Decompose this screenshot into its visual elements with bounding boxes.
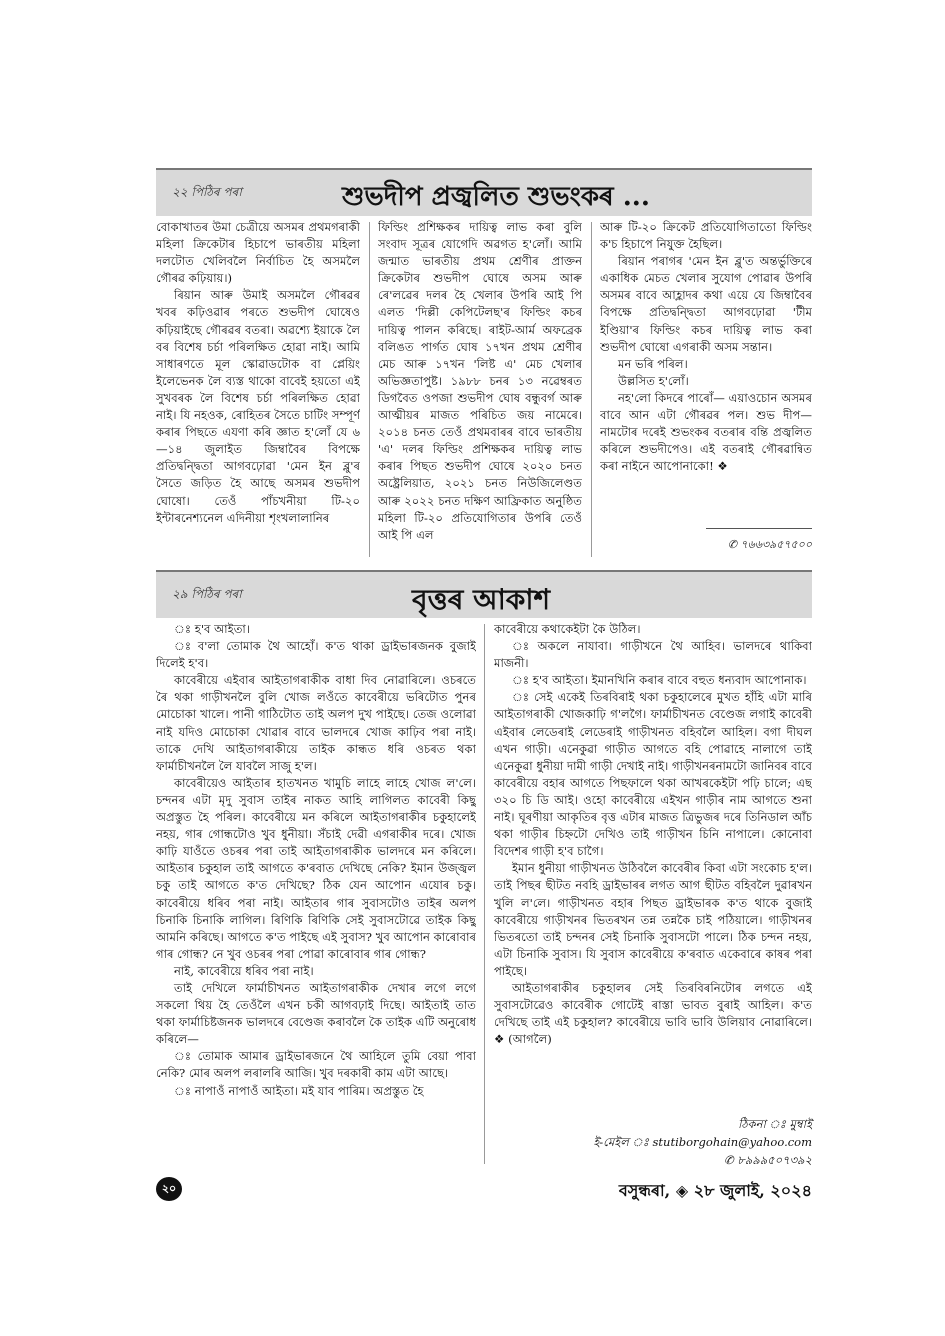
paragraph: নাই, কাবেৰীয়ে ধৰিব পৰা নাই। [174,963,314,978]
paragraph: ফিল্ডিং প্ৰশিক্ষকৰ দায়িত্ব লাভ কৰা বুলি সংবাদ সূত্ৰৰ যোগেদি অৱগত হ'লোঁ। আমি জন্মাত ভাৰতীয় প্ৰথম শ্ৰেণীৰ প্ৰাক্তন ক্ৰিকেটাৰ শুভদীপ ঘোষে অসম আৰু ৰে'লৱেৰ দলৰ হৈ খেলাৰ উপৰি আই পি এলত 'দিল্লী কেপিটেলছ'ৰ ফিল্ডিং কচৰ দায়িত্ব পালন কৰিছে। ৰাইট-আৰ্ম অফব্ৰেক বলিঙত পাৰ্গত ঘোষ ১৭খন প্ৰথম শ্ৰেণীৰ মেচ আৰু ১৭খন 'লিষ্ট এ' মেচ খেলাৰ অভিজ্ঞতাপুষ্ট। ১৯৮৮ চনৰ ১৩ নৱেম্বৰত ডিগবৈত ওপজা শুভদীপ ঘোষ বন্ধুবৰ্গ আৰু আত্মীয়ৰ মাজত পৰিচিত জয় নামেৰে। ২০১৪ চনত তেওঁ প্ৰথমবাৰৰ বাবে ভাৰতীয় 'এ' দলৰ ফিল্ডিং প্ৰশিক্ষকৰ দায়িত্ব লাভ কৰাৰ পিছত শুভদীপ ঘোষে ২০২০ চনত অষ্ট্ৰেলিয়াত, ২০২১ চনত নিউজিলেণ্ডত আৰু ২০২২ চনত দক্ষিণ আফ্ৰিকাত অনুষ্ঠিত মহিলা টি-২০ প্ৰতিযোগিতাৰ উপৰি তেওঁ আই পি এল [378,220,582,542]
article-1-header-bar [156,168,812,216]
column-divider [591,222,592,557]
column-divider [484,624,485,1164]
paragraph: উল্লসিত হ'লোঁ। [618,373,689,388]
paragraph: তাই দেখিলে ফাৰ্মাচীখনত আইতাগৰাকীক দেখাৰ লগে লগে সকলো থিয় হৈ তেওঁলৈ এখন চকী আগবঢ়াই দিছে। আইতাই তাত থকা ফাৰ্মাচিষ্টজনক ভালদৰে বেণ্ডেজ কৰাবলৈ কৈ তাইক এটি অনুৰোধ কৰিলে— [156,980,476,1047]
paragraph: কাবেৰীয়ে এইবাৰ আইতাগৰাকীক বাধা দিব নোৱাৰিলে। ওচৰতে ৰৈ থকা গাড়ীখনলৈ বুলি খোজ লওঁতে কাবেৰীয়ে ভৰিটোত পুনৰ মোচোকা খালে। পানী গাঠিটোত তাই অলপ দুখ পাইছে। তেজ ওলোৱা নাই যদিও মোচোকা খোৱাৰ বাবে ভালদৰে খোজ কাঢ়িব পৰা নাই। তাকে দেখি আইতাগৰাকীয়ে তাইক কান্ধত ধৰি ওচৰত থকা ফাৰ্মাচীখনলৈ লৈ যাবলৈ সাজু হ'ল। [156,673,476,773]
publication-date-line: বসুন্ধৰা, ◈ ২৮ জুলাই, ২০২৪ [618,1181,812,1200]
signature-rule [706,528,812,529]
column-divider [369,222,370,557]
paragraph: ঃ নাপাওঁ নাপাওঁ আইতা। মই যাব পাৰিম। অপ্ৰস্তুত হৈ [174,1083,424,1098]
paragraph: মন ভৰি পৰিল। [618,356,688,371]
author-email: ই-মেইল ঃ stutiborgohain@yahoo.com [593,1135,812,1149]
paragraph: ইমান ধুনীয়া গাড়ীখনত উঠিবলৈ কাবেৰীৰ কিবা এটা সংকোচ হ'ল। তাই পিছৰ ছীটত নবহি ড্ৰাইভাৰৰ লগত আগ ছীটত বহিবলৈ দুৱাৰখন খুলি ল'লে। গাড়ীখনত বহাৰ পিছত ড্ৰাইভাৰক ক'ত থাকে বুজাই কাবেৰীয়ে গাড়ীখনৰ ভিতৰখন তন্ন তন্নকৈ চাই পঠিয়ালে। গাড়ীখনৰ ভিতৰতো তাই চন্দনৰ সেই চিনাকি সুবাসটো পালে। ঠিক চন্দন নহয়, এটা চিনাকি সুবাস। যি সুবাস কাবেৰীয়ে ক'ৰবাত একেবাৰে কাষৰ পৰা পাইছে। [494,861,812,978]
article-2-column-1 [156,621,476,1167]
paragraph: ৰিয়ান আৰু উমাই অসমলৈ গৌৰৱৰ খবৰ কঢ়িওৱাৰ পৰতে শুভদীপ ঘোষেও কঢ়িয়াইছে গৌৰৱৰ বতৰা। অৱশ্যে ইয়াকে লৈ বৰ বিশেষ চৰ্চা পৰিলক্ষিত হোৱা নাই। আমি সাধাৰণতে মূল স্কোৱাডটোক বা প্লেয়িং ইলেভেনক লৈ ব্যস্ত থাকো বাবেই হয়তো এই সুখবৰক লৈ বিশেষ চৰ্চা পৰিলক্ষিত হোৱা নাই। যি নহওক, ৰোহিতৰ সৈতে চাটিং সম্পূৰ্ণ কৰাৰ পিছতে এযণা কৰি জ্ঞাত হ'লোঁ যে ৬—১৪ জুলাইত জিম্বাবৈৰ বিপক্ষে প্ৰতিদ্বন্দ্বিতা আগবঢ়োৱা 'মেন ইন ব্লু'ৰ সৈতে জড়িত হৈ আছে অসমৰ শুভদীপ ঘোষো। তেওঁ পাঁচখনীয়া টি-২০ ইন্টাৰনেশ্যনেল এদিনীয়া শৃংখলালানিৰ [156,288,360,525]
article-1-column-3 [600,219,812,524]
paragraph: ৰিয়ান পৰাগৰ 'মেন ইন ব্লু'ত অন্তৰ্ভুক্তিৰে একাধিক মেচত খেলাৰ সুযোগ পোৱাৰ উপৰি অসমৰ বাবে আহ্লাদৰ কথা এয়ে যে জিম্বাবৈৰ বিপক্ষে প্ৰতিদ্বন্দ্বিতা আগবঢ়োৱা 'টীম ইণ্ডিয়া'ৰ ফিল্ডিং কচৰ দায়িত্ব লাভ কৰা শুভদীপ ঘোষো এগৰাকী অসম সন্তান। [600,254,812,354]
paragraph: ঃ হ'ব আইতা। [174,622,250,636]
author-address: ঠিকনা ঃ মুম্বাই [738,1117,812,1131]
author-phone: ✆ ৭৬৬৩৯৫৭৫০০ [727,538,812,551]
paragraph: কাবেৰীয়েও আইতাৰ হাতখনত খামুচি লাহে লাহে খোজ ল'লে। চন্দনৰ এটা মৃদু সুবাস তাইৰ নাকত আহি লাগিলত কাবেৰী কিছু অপ্ৰস্তুত হৈ পৰিল। কাবেৰীয়ে মন কৰিলে আইতাগৰাকীৰ চকুহালেই নহয়, গাৰ গোন্ধটোও খুব ধুনীয়া। সঁচাই দেৱী এগৰাকীৰ দৰে। খোজ কাঢ়ি যাওঁতে ওচৰৰ পৰা তাই আইতাগৰাকীক ভালদৰে মন কৰিলে। আইতাৰ চকুহাল তাই আগতে ক'ৰবাত দেখিছে নেকি? ইমান উজ্জ্বল চকু তাই আগতে ক'ত দেখিছে? ঠিক যেন আপোন এযোৰ চকু। কাবেৰীয়ে ধৰিব পৰা নাই। আইতাৰ গাৰ সুবাসটোও তাইৰ অলপ চিনাকি চিনাকি লাগিল। ৰিণিকি ৰিণিকি সেই সুবাসটোৱে তাইক কিছু আমনি কৰিছে। আগতে ক'ত পাইছে এই সুবাস? খুব আপোন কাৰোবাৰ গাৰ গোন্ধ? নে খুব ওচৰৰ পৰা পোৱা কাৰোবাৰ গাৰ গোন্ধ? [156,775,476,961]
paragraph: ঃ হ'ব আইতা। ইমানখিনি কৰাৰ বাবে বহুত ধন্যবাদ আপোনাক। [512,673,807,688]
paragraph: কাবেৰীয়ে কথাকেইটা কৈ উঠিল। [494,622,641,636]
page-number: ২০ [156,1177,182,1201]
paragraph: ঃ অকলে নাযাবা। গাড়ীখনে থৈ আহিব। ভালদৰে থাকিবা মাজনী। [494,639,812,671]
article-1-column-2 [378,219,582,561]
article-1-column-1 [156,219,360,561]
paragraph: ঃ তোমাক আমাৰ ড্ৰাইভাৰজনে থৈ আহিলে তুমি বেয়া পাবা নেকি? মোৰ অলপ লৰালৰি আজি। খুব দৰকাৰী কাম এটা আছে। [156,1049,476,1081]
article-1-headline: শুভদীপ প্ৰজ্বলিত শুভংকৰ ... [342,182,650,212]
paragraph: আৰু টি-২০ ক্ৰিকেট প্ৰতিযোগিতাতো ফিল্ডিং ক'চ হিচাপে নিযুক্ত হৈছিল। [600,220,812,252]
paragraph: আইতাগৰাকীৰ চকুহালৰ সেই তিৰবিৰনিটোৰ লগতে এই সুবাসটোৱেও কাবেৰীক গোটেই ৰাস্তা ভাবত বুৰাই আহিল। ক'ত দেখিছে তাই এই চকুহাল? কাবেৰীয়ে ভাবি ভাবি উলিয়াব নোৱাৰিলে। ❖ (আগলৈ) [494,980,812,1047]
continued-from-label: ২২ পিঠিৰ পৰা [172,185,242,199]
paragraph: নহ'লো কিদৰে পাৰোঁ— এয়াওচোন অসমৰ বাবে আন এটা গৌৰৱৰ পল। শুভ দীপ— নামটোৰ দৰেই শুভংকৰ বতৰাৰ বন্তি প্ৰজ্বলিত কৰিলে শুভদীপেও। এই বতৰাই গৌৰৱান্বিত কৰা নাইনে আপোনাকো! ❖ [600,390,812,474]
article-2-header-bar [156,570,812,618]
continued-from-label: ২৯ পিঠিৰ পৰা [172,587,242,601]
author-phone: ✆ ৮৯৯৯৫০৭৩৯২ [724,1153,812,1167]
page-footer [156,1175,812,1205]
article-2-headline: বৃত্তৰ আকাশ [412,583,551,616]
paragraph: ঃ সেই একেই তিৰবিৰাই থকা চকুহালেৰে মুখত হাঁহি এটা মাৰি আইতাগৰাকী খোজকাঢ়ি গ'লগৈ। ফাৰ্মাচীখনত বেণ্ডেজ লগাই কাবেৰী এইবাৰ লেডেৰাই লেডেৰাই গাড়ীখনত বহিবলৈ আহিল। বগা দীঘল এখন গাড়ী। এনেকুৱা গাড়ীত আগতে বহি পোৱাহে নালাগে তাই এনেকুৱা ধুনীয়া দামী গাড়ী দেখাই নাই। গাড়ীখনৰনামটো জানিবৰ বাবে কাবেৰীয়ে বহাৰ আগতে পিছফালে থকা আখৰকেইটা পঢ়ি চালে; এছ ৩২০ চি ডি আই। ওহো কাবেৰীয়ে এইখন গাড়ীৰ নাম আগতে শুনা নাই। ঘূৰণীয়া আকৃতিৰ বৃত্ত এটাৰ মাজত ত্ৰিভুজৰ দৰে তিনিডাল আঁচ থকা গাড়ীৰ চিহ্নটো দেখিও তাই গাড়ীখন চিনি নাপালে। কোনোবা বিদেশৰ গাড়ী হ'ব চাগৈ। [494,690,812,859]
paragraph: বোকাখাতৰ উমা চেত্ৰীয়ে অসমৰ প্ৰথমগৰাকী মহিলা ক্ৰিকেটাৰ হিচাপে ভাৰতীয় মহিলা দলটোত খেলিবলৈ নিৰ্বাচিত হৈ অসমলৈ গৌৰৱ কঢ়িয়ায়।) [156,220,360,286]
paragraph: ঃ ব'লা তোমাক থৈ আহোঁ। ক'ত থাকা ড্ৰাইভাৰজনক বুজাই দিলেই হ'ব। [156,639,476,671]
article-2-column-2 [494,621,812,1113]
